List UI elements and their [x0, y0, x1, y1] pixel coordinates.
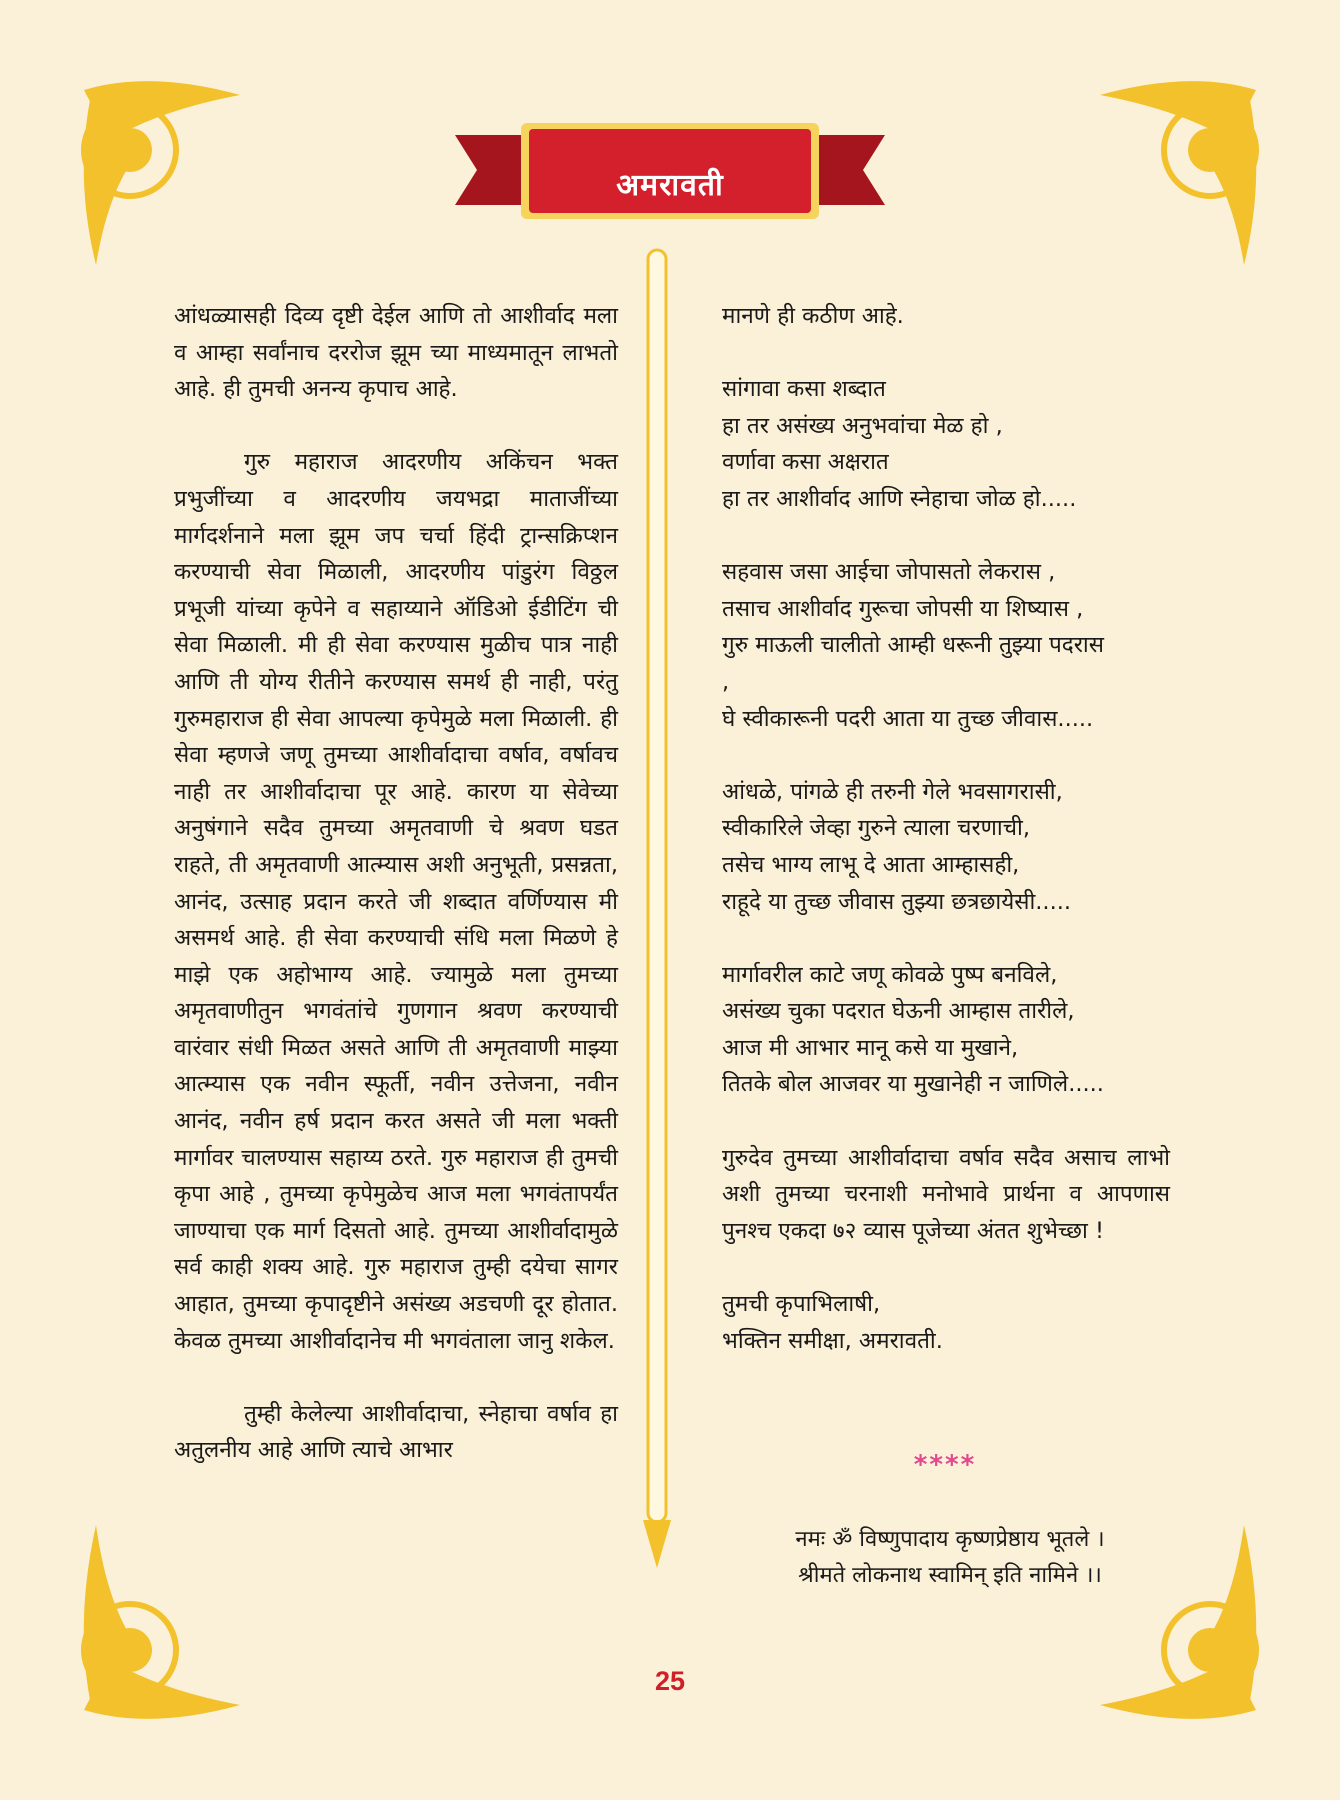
left-column [174, 298, 618, 1469]
poem-line: आज मी आभार मानू कसे या मुखाने, [722, 1034, 1019, 1061]
corner-ornament-top-right [1100, 81, 1256, 265]
separator-stars: **** [913, 1450, 977, 1480]
poem-line: घे स्वीकारूनी पदरी आता या तुच्छ जीवास..... [722, 705, 1094, 732]
poem-line: तसाच आशीर्वाद गुरूचा जोपसी या शिष्यास , [722, 595, 1084, 622]
poem-line: वर्णावा कसा अक्षरात [722, 449, 889, 476]
poem-line: हा तर आशीर्वाद आणि स्नेहाचा जोळ हो..... [722, 485, 1077, 512]
column-divider [643, 250, 671, 1568]
page-title: अमरावती [616, 168, 724, 203]
right-column [722, 298, 1170, 1359]
poem-line: सहवास जसा आईचा जोपासतो लेकरास , [722, 559, 1056, 586]
poem-line: , [722, 668, 730, 695]
poem-line: मार्गावरील काटे जणू कोवळे पुष्प बनविले, [722, 961, 1058, 988]
signoff-line: भक्तिन समीक्षा, अमरावती. [722, 1327, 943, 1354]
verse-line: नमः ॐ विष्णुपादाय कृष्णप्रेष्ठाय भूतले । [795, 1527, 1105, 1552]
poem-line: गुरु माऊली चालीतो आम्ही धरूनी तुझ्या पदरास [722, 632, 1104, 659]
poem-line: सांगावा कसा शब्दात [722, 376, 886, 403]
page-number: 25 [654, 1666, 686, 1696]
paragraph: तुम्ही केलेल्या आशीर्वादाचा, स्नेहाचा वर्षाव हा अतुलनीय आहे आणि त्याचे आभार [174, 1400, 618, 1464]
poem-stanza [722, 957, 1170, 1103]
poem-stanza [722, 554, 1170, 737]
paragraph: आंधळ्यासही दिव्य दृष्टी देईल आणि तो आशीर्वाद मला व आम्हा सर्वांनाच दररोज झूम च्या माध्यमातून लाभतो आहे. ही तुमची अनन्य कृपाच आहे. [174, 303, 618, 403]
poem-stanza [722, 774, 1170, 920]
corner-ornament-top-left [84, 81, 240, 265]
poem-line: स्वीकारिले जेव्हा गुरुने त्याला चरणाची, [722, 815, 1031, 842]
sanskrit-verse [740, 1522, 1160, 1594]
poem-line: तसेच भाग्य लाभू दे आता आम्हासही, [722, 851, 1020, 878]
poem-stanza [722, 371, 1170, 517]
verse-line: श्रीमते लोकनाथ स्वामिन् इति नामिने ।। [798, 1563, 1102, 1588]
closing-paragraph: गुरुदेव तुमच्या आशीर्वादाचा वर्षाव सदैव असाच लाभो अशी तुमच्या चरनाशी मनोभावे प्रार्थना व आपणास पुनश्च एकदा ७२ व्यास पूजेच्या अंतत शुभेच्छा ! [722, 1144, 1170, 1244]
paragraph: गुरु महाराज आदरणीय अकिंचन भक्त प्रभुजींच्या व आदरणीय जयभद्रा माताजींच्या मार्गदर्शनाने मला झूम जप चर्चा हिंदी ट्रान्सक्रिप्शन करण्याची सेवा मिळाली, आदरणीय पांडुरंग विठ्ठल प्रभूजी यांच्या कृपेने व सहाय्याने ऑडिओ ईडीटिंग ची सेवा मिळाली. मी ही सेवा करण्यास मुळीच पात्र नाही आणि ती योग्य रीतीने करण्यास समर्थ ही नाही, परंतु गुरुमहाराज ही सेवा आपल्या कृपेमुळे मला मिळाली. ही सेवा म्हणजे जणू तुमच्या आशीर्वादाचा वर्षाव, वर्षावच नाही तर आशीर्वादाचा पूर आहे. कारण या सेवेच्या अनुषंगाने सदैव तुमच्या अमृतवाणी चे श्रवण घडत राहते, ती अमृतवाणी आत्म्यास अशी अनुभूती, प्रसन्नता, आनंद, उत्साह प्रदान करते जी शब्दात वर्णिण्यास मी असमर्थ आहे. ही सेवा करण्याची संधि मला मिळणे हे माझे एक अहोभाग्य आहे. ज्यामुळे मला तुमच्या अमृतवाणीतुन भगवंतांचे गुणगान श्रवण करण्याची वारंवार संधी मिळत असते आणि ती अमृतवाणी माझ्या आत्म्यास एक नवीन स्फूर्ती, नवीन उत्तेजना, नवीन आनंद, नवीन हर्ष प्रदान करत असते जी मला भक्ती मार्गावर चालण्यास सहाय्य ठरते. गुरु महाराज ही तुमची कृपा आहे , तुमच्या कृपेमुळेच आज मला भगवंतापर्यंत जाण्याचा एक मार्ग दिसतो आहे. तुमच्या आशीर्वादामुळे सर्व काही शक्य आहे. गुरु महाराज तुम्ही दयेचा सागर आहात, तुमच्या कृपादृष्टीने असंख्य अडचणी दूर होतात. केवळ तुमच्या आशीर्वादानेच मी भगवंताला जानु शकेल. [174, 449, 618, 1354]
poem-line: असंख्य चुका पदरात घेऊनी आम्हास तारीले, [722, 998, 1075, 1025]
continuation-text: मानणे ही कठीण आहे. [722, 303, 904, 329]
signoff-line: तुमची कृपाभिलाषी, [722, 1291, 881, 1318]
corner-ornament-bottom-left [84, 1525, 240, 1719]
poem-line: तितके बोल आजवर या मुखानेही न जाणिले..... [722, 1071, 1104, 1098]
poem-line: हा तर असंख्य अनुभवांचा मेळ हो , [722, 412, 1003, 439]
poem-line: राहूदे या तुच्छ जीवास तुझ्या छत्रछायेसी..... [722, 888, 1072, 915]
poem-line: आंधळे, पांगळे ही तरुनी गेले भवसागरासी, [722, 778, 1063, 805]
